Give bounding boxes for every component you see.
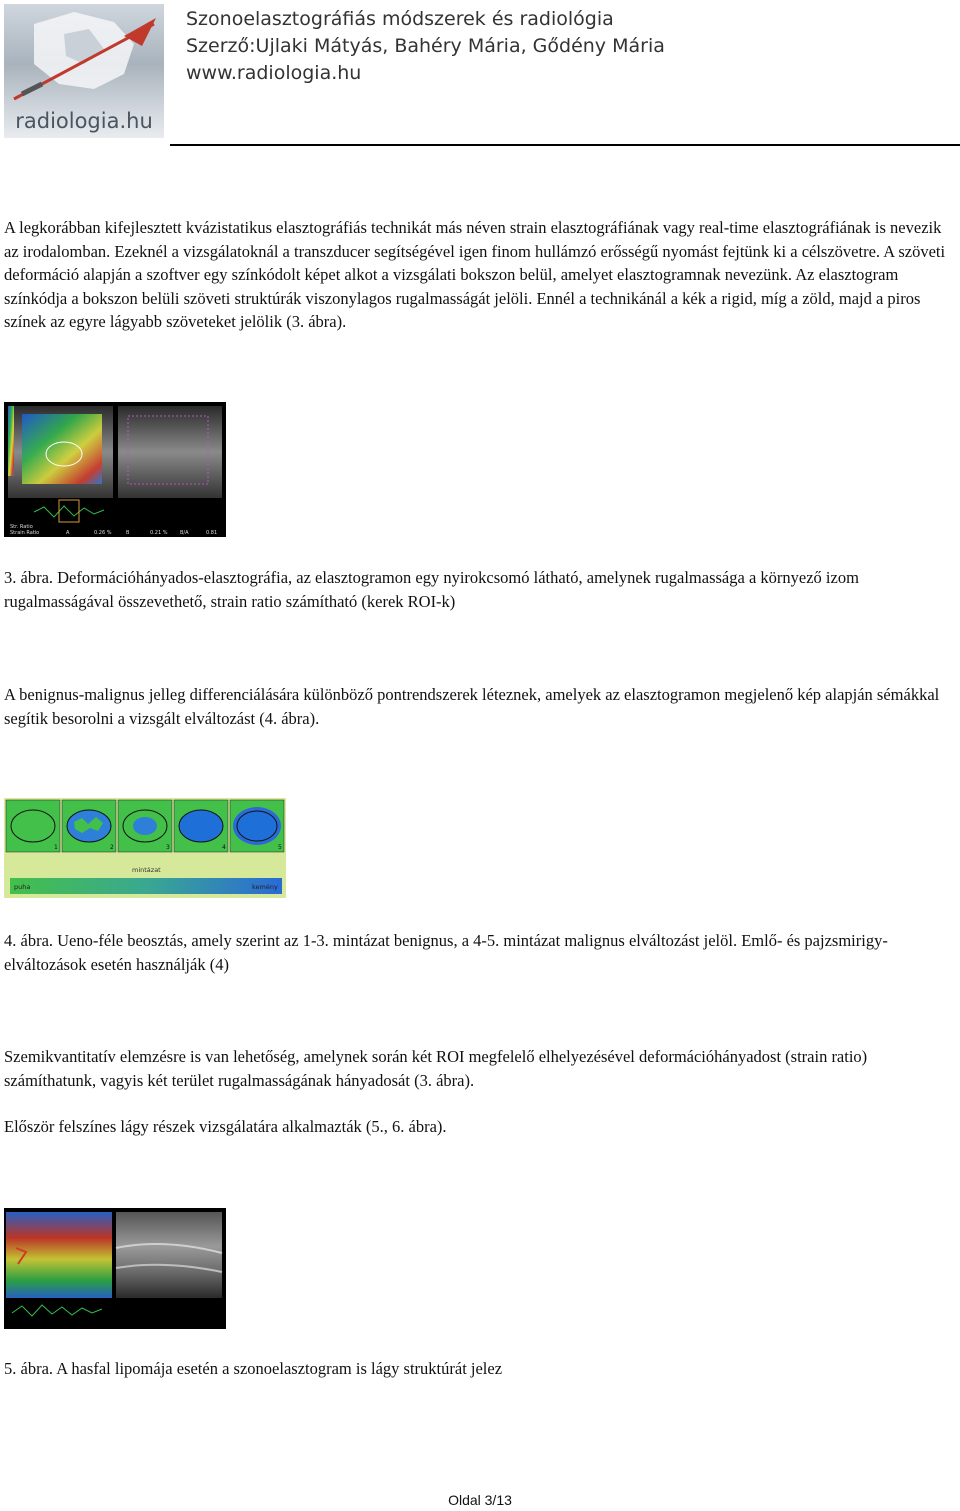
scale-hard-label: kemény [252,883,278,891]
fig3-ba-label: B/A [180,530,189,536]
pattern-number-1: 1 [54,844,58,851]
scale-soft-label: puha [14,883,31,891]
paragraph-scoring-systems: A benignus-malignus jelleg differenciálására különböző pontrendszerek léteznek, amelyek az elasztogramon megjelenő kép alapján sémákkal segítik besorolni a vizsgált elváltozást (4. ábra). [4,685,940,728]
pattern-number-2: 2 [110,844,114,851]
site-url[interactable]: www.radiologia.hu [186,62,362,84]
paragraph-superficial-soft-tissue: Először felszínes lágy részek vizsgálatára alkalmazták (5., 6. ábra). [4,1117,447,1136]
fig3-a-label: A [66,530,70,536]
page-number: Oldal 3/13 [448,1492,512,1508]
figure-3-image [4,402,226,537]
figure-3-caption: 3. ábra. Deformációhányados-elasztográfia, az elasztogramon egy nyirokcsomó látható, amelynek rugalmassága a környező izom rugalmasságával összevethető, strain ratio számítható (kerek ROI-k) [4,568,859,611]
fig3-label-ratio: Str. Ratio [10,524,33,530]
fig3-ba-value: 0.81 [206,530,218,536]
document-authors: Szerző:Ujlaki Mátyás, Bahéry Mária, Gődény Mária [186,35,665,57]
figure-5-image [4,1208,226,1329]
pattern-number-4: 4 [222,844,226,851]
pattern-number-5: 5 [278,844,282,851]
pattern-number-3: 3 [166,844,170,851]
fig3-label-strain: Strain Ratio [10,530,40,536]
scale-title: mintázat [132,866,161,874]
figure-4-caption: 4. ábra. Ueno-féle beosztás, amely szerint az 1-3. mintázat benignus, a 4-5. mintázat malignus elváltozást jelöl. Emlő- és pajzsmirigy-elváltozások esetén használják (4) [4,931,888,974]
paragraph-strain-elastography: A legkorábban kifejlesztett kvázistatikus elasztográfiás technikát más néven strain elasztográfiának vagy real-time elasztográfiának is nevezik az irodalomban. Ezeknél a vizsgálatoknál a transzducer segítségével igen finom hullámzó erősségű nyomást fejtünk ki a célszövetre. A szöveti deformáció alapján a szoftver egy színkódolt képet alkot a vizsgálati bokszon belül, amelyet elasztogramnak nevezünk. Az elasztogram színkódja a bokszon belüli szöveti struktúrák viszonylagos rugalmasságát jelöli. Ennél a technikánál a kék a rigid, míg a zöld, majd a piros színek az egyre lágyabb szöveteket jelölik (3. ábra). [4,218,946,332]
figure-4-ueno-scale [4,798,286,898]
paragraph-strain-ratio: Szemikvantitatív elemzésre is van lehetőség, amelynek során két ROI megfelelő elhelyezésével deformációhányadost (strain ratio) számíthatunk, vagyis két terület rugalmasságának hányadosát (3. ábra). [4,1047,868,1090]
radiologia-logo [4,4,164,138]
figure-5-caption: 5. ábra. A hasfal lipomája esetén a szonoelasztogram is lágy struktúrát jelez [4,1359,503,1378]
fig3-b-value: 0.21 % [150,530,168,536]
fig3-a-value: 0.26 % [94,530,112,536]
header-divider [170,144,960,146]
logo-text: radiologia.hu [15,109,153,133]
fig3-b-label: B [126,530,130,536]
header-text [186,6,665,87]
document-title: Szonoelasztográfiás módszerek és radiológia [186,8,614,30]
